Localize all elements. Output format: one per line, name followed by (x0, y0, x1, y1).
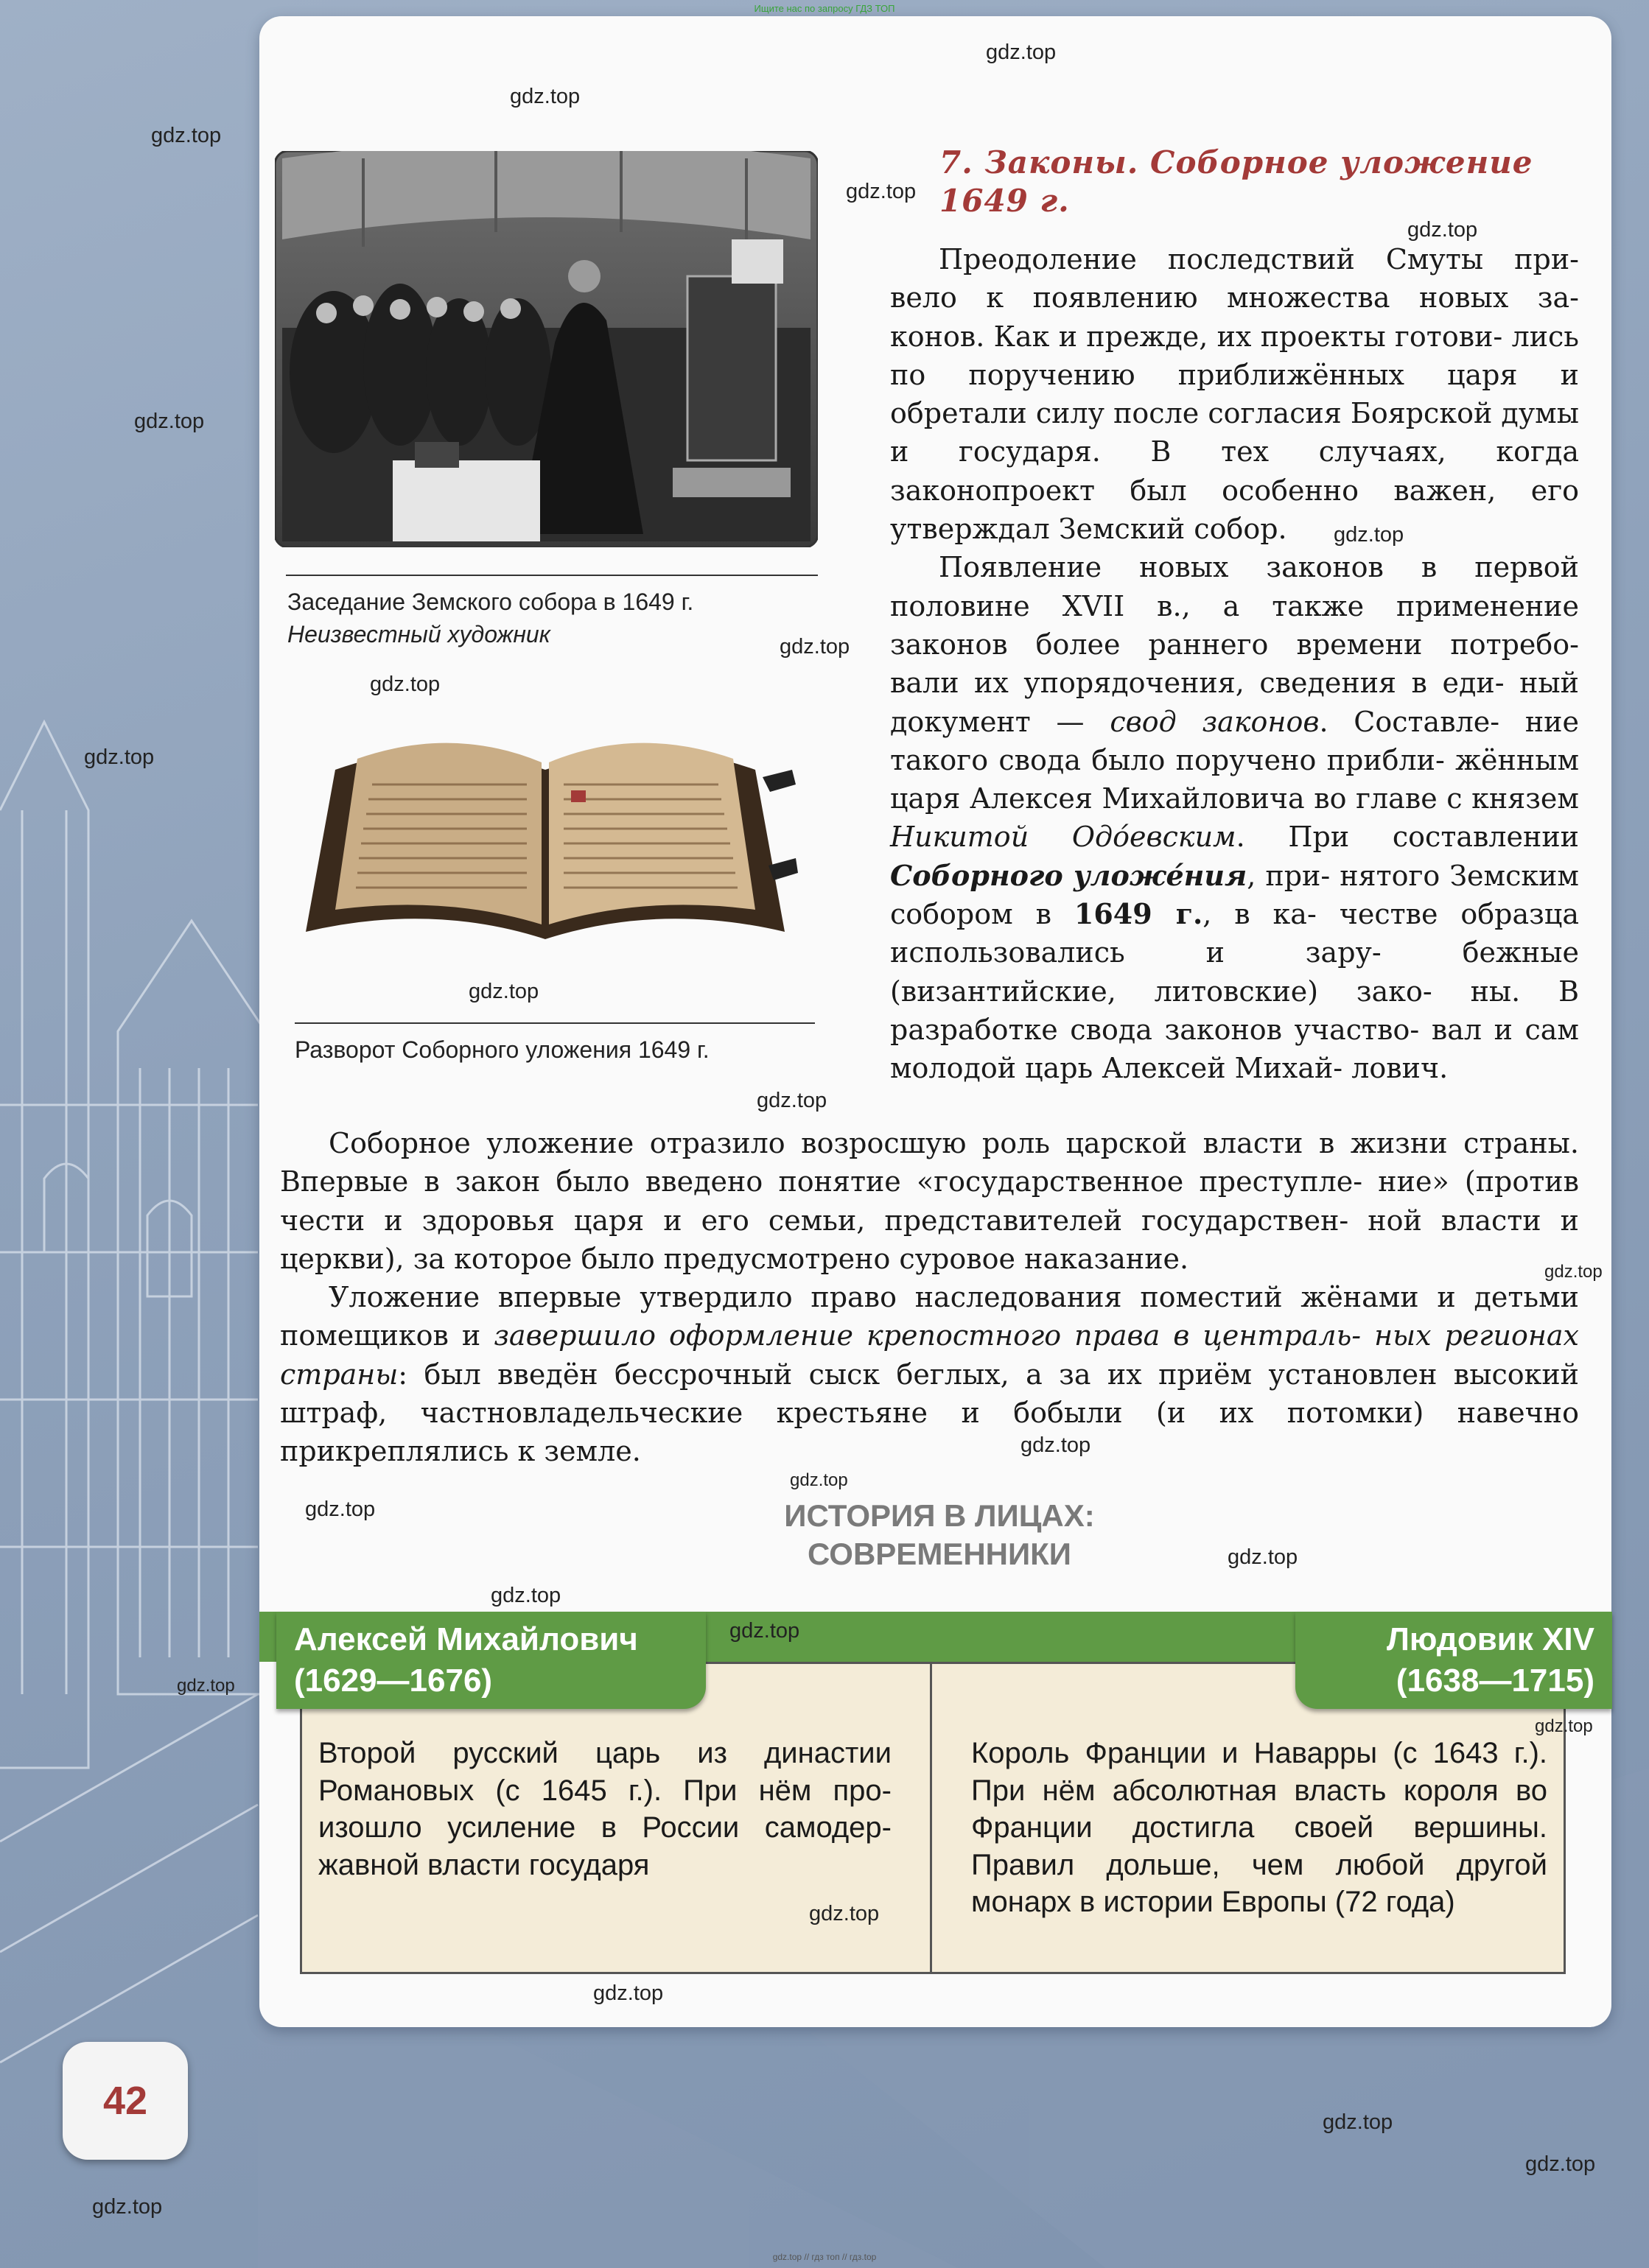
term-sobornoe-ulozhenie: Соборного уложе́ния (890, 858, 1247, 892)
p2-line: лович. (1351, 1052, 1449, 1085)
watermark: gdz.top (986, 41, 1057, 64)
right-person-name: Людовик XIV (1387, 1621, 1594, 1657)
bottom-note: gdz.top // гдз топ // гдз.top (772, 2252, 877, 2262)
p4-line: потомки) навечно прикреплялись к земле. (280, 1397, 1579, 1468)
watermark: gdz.top (1407, 218, 1478, 242)
p1-line: утверждал Земский собор. (890, 513, 1287, 546)
p2-line: законов более раннего времени потребо- (890, 628, 1579, 661)
section-heading-line1: 7. Законы. Соборное уложение (939, 144, 1533, 180)
bio-divider (930, 1662, 932, 1974)
p2-text: . Составле- (1319, 705, 1500, 738)
watermark: gdz.top (1323, 2110, 1393, 2134)
p2-text: главе с князем (1356, 782, 1579, 815)
p2-text: , в ка- (1202, 898, 1317, 931)
watermark: gdz.top (84, 745, 155, 769)
p2-text: . При (1236, 821, 1350, 854)
watermark: gdz.top (370, 673, 441, 696)
watermark: gdz.top (1334, 523, 1404, 547)
watermark: gdz.top (177, 1676, 235, 1696)
p2-text: , при- (1247, 859, 1331, 892)
p2-line: ние такого свода было поручено прибли- (890, 705, 1579, 776)
p2-line: честве образца использовались и зару- (890, 898, 1579, 969)
p1-line: законопроект был особенно важен, его (890, 474, 1579, 507)
figure1-author: Неизвестный художник (287, 621, 550, 647)
watermark: gdz.top (757, 1089, 827, 1112)
watermark: gdz.top (729, 1619, 800, 1643)
paragraph-1 (890, 240, 1579, 548)
p3-line: страны. Впервые в закон было введено понятие «государственное преступле- (280, 1127, 1579, 1198)
p1-line: лись по поручению приближённых царя (890, 320, 1579, 391)
zemsky-sobor-painting (275, 151, 818, 547)
paragraph-2 (890, 548, 1579, 1087)
page-number: 42 (63, 2042, 188, 2160)
p2-line: жённым царя Алексея Михайловича во (890, 743, 1579, 815)
p4-text: детьми помещиков и (280, 1281, 1579, 1352)
watermark: gdz.top (491, 1584, 561, 1607)
watermark: gdz.top (1020, 1433, 1091, 1457)
full-width-text (280, 1124, 1579, 1471)
p1-line: и обретали силу после согласия Боярской (890, 358, 1579, 430)
p1-line: конов. Как и прежде, их проекты готови- (890, 320, 1503, 353)
tab-louis-xiv (1295, 1612, 1612, 1709)
date-1649: 1649 г. (1074, 897, 1203, 931)
p3-line: Соборное уложение отразило возросшую роль царской власти в жизни (329, 1127, 1448, 1159)
p2-line: половине XVII в., а также применение (890, 589, 1579, 622)
paragraph-4 (280, 1278, 1579, 1470)
watermark: gdz.top (134, 410, 205, 433)
p2-line: Появление новых законов в первой (939, 551, 1579, 584)
history-faces-title-line2: СОВРЕМЕННИКИ (808, 1537, 1071, 1571)
top-note: Ищите нас по запросу ГДЗ ТОП (754, 3, 895, 14)
p4-italic: завершило оформление крепостного права в централь- (494, 1319, 1362, 1352)
p1-line: Преодоление последствий Смуты при- (939, 243, 1579, 275)
caption-rule-1 (286, 575, 818, 576)
watermark: gdz.top (593, 1981, 664, 2005)
tab-aleksei-mikhailovich (276, 1612, 706, 1709)
watermark: gdz.top (92, 2195, 163, 2219)
term-code-of-laws: свод законов (1110, 705, 1320, 738)
p2-line: вали их упорядочения, сведения в еди- (890, 667, 1505, 700)
watermark: gdz.top (1535, 1716, 1593, 1736)
p4-line: установлен высокий штраф, частновладельческие крестьяне и бобыли (и их (280, 1358, 1580, 1430)
left-person-name: Алексей Михайлович (294, 1621, 638, 1657)
left-person-years: (1629—1676) (294, 1663, 493, 1699)
watermark: gdz.top (790, 1470, 848, 1490)
name-odoevsky: Никитой Одо́евским (890, 821, 1236, 854)
p1-line: думы и государя. В тех случаях, когда (890, 397, 1579, 468)
p3-line: ной власти и церкви), за которое было предусмотрено суровое наказание. (280, 1204, 1579, 1275)
history-faces-title-line1: ИСТОРИЯ В ЛИЦАХ: (784, 1498, 1095, 1533)
p2-text: ный документ — (890, 667, 1579, 738)
right-person-years: (1638—1715) (1396, 1663, 1594, 1699)
p1-line: вело к появлению множества новых за- (890, 281, 1579, 315)
caption-rule-2 (295, 1022, 815, 1024)
right-column-text (890, 240, 1579, 1088)
p4-text: : был введён бессрочный сыск беглых, а за их приём (398, 1358, 1253, 1391)
p2-line: бежные (византийские, литовские) зако- (890, 936, 1579, 1008)
p4-italic: ных регионах страны (280, 1319, 1579, 1391)
watermark: gdz.top (846, 180, 917, 203)
sobornoe-ulozhenie-book (291, 726, 799, 947)
p3-line: ние» (против чести и здоровья царя и его семьи, представителей государствен- (280, 1165, 1579, 1237)
watermark: gdz.top (469, 980, 539, 1003)
section-heading (939, 144, 1580, 220)
watermark: gdz.top (1544, 1262, 1603, 1282)
figure2-caption: Разворот Соборного уложения 1649 г. (295, 1036, 710, 1063)
watermark: gdz.top (1525, 2152, 1596, 2176)
left-person-bio: Второй русский царь из династии Романовых (с 1645 г.). При нём произошло усиление в России самодержавной власти государя (318, 1737, 892, 1881)
watermark: gdz.top (151, 124, 222, 147)
p2-text: нятого Земским собором в (890, 859, 1579, 931)
p2-line: вал и сам молодой царь Алексей Михай- (890, 1013, 1579, 1085)
paragraph-3 (280, 1124, 1579, 1278)
watermark: gdz.top (809, 1902, 880, 1925)
history-faces-title (663, 1497, 1216, 1573)
figure1-caption-text: Заседание Земского собора в 1649 г. (287, 589, 694, 615)
p2-text: составлении (1392, 821, 1579, 854)
watermark: gdz.top (1228, 1545, 1298, 1569)
watermark: gdz.top (305, 1498, 376, 1521)
watermark: gdz.top (510, 85, 581, 108)
section-heading-line2: 1649 г. (939, 183, 1070, 219)
p4-line: Уложение впервые утвердило право наследования поместий жёнами и (329, 1281, 1456, 1314)
watermark: gdz.top (780, 635, 850, 659)
right-person-bio: Король Франции и Наварры (с 1643 г.). При нём абсолютная власть короля во Франции достигла своей вершины. Правил дольше, чем любой другой монарх в истории Европы (72 года) (971, 1737, 1547, 1918)
figure1-caption (287, 586, 818, 650)
p2-line: ны. В разработке свода законов участво- (890, 975, 1579, 1046)
